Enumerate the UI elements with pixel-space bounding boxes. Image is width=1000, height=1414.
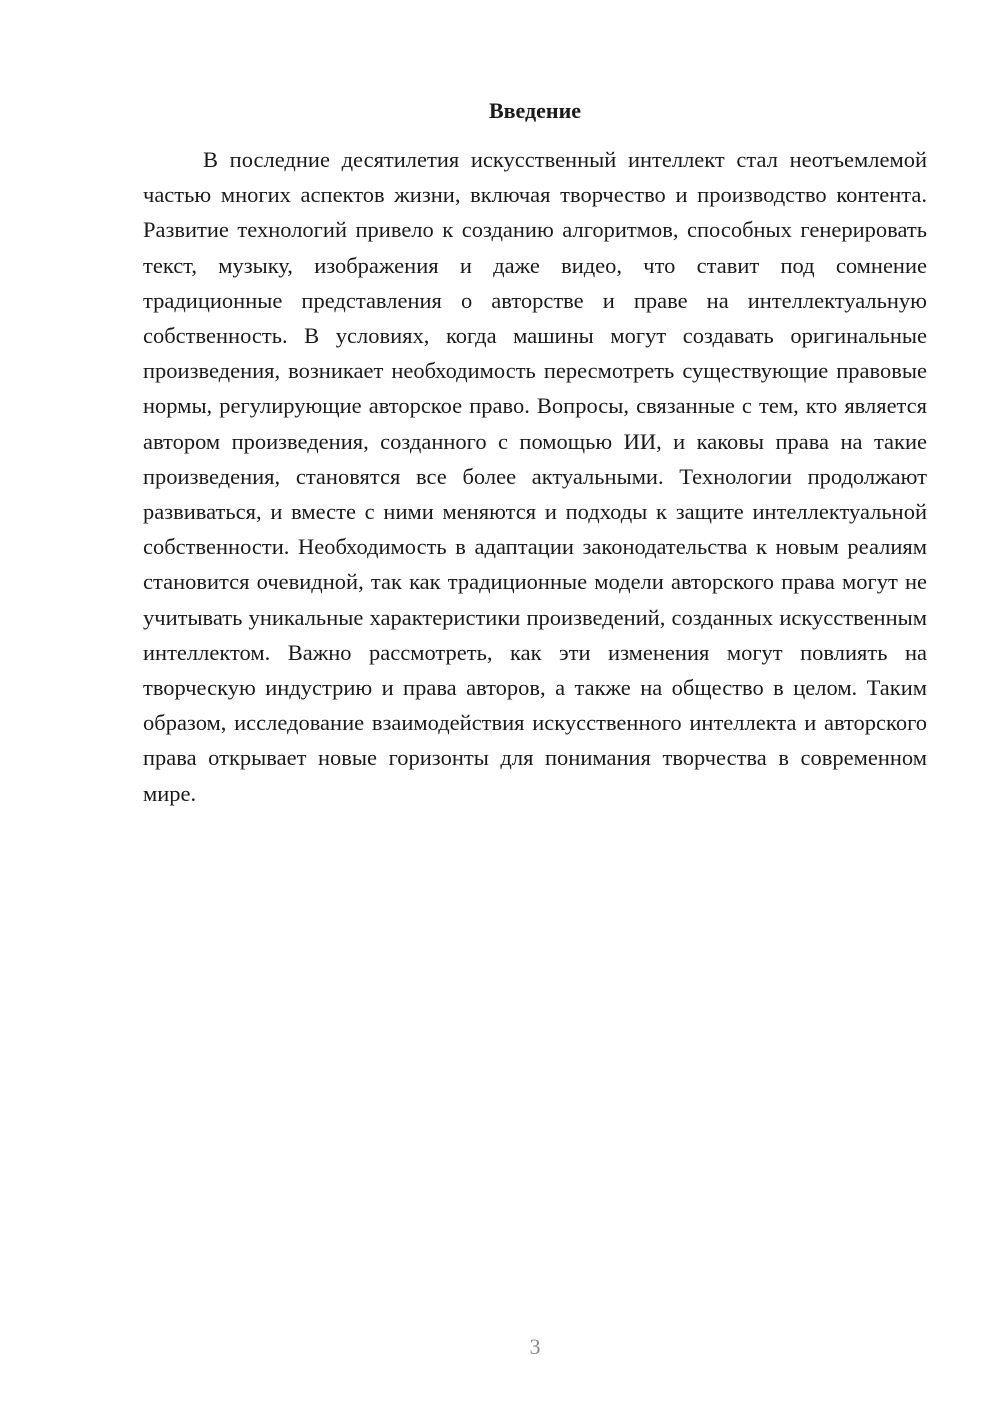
- body-paragraph: В последние десятилетия искусственный интеллект стал неотъемлемой частью многих аспектов жизни, включая творчество и производство контента. Развитие технологий привело к созданию алгоритмов, способных генерировать текст, музыку, изображения и даже видео, что ставит под сомнение традиционные представления о авторстве и праве на интеллектуальную собственность. В условиях, когда машины могут создавать оригинальные произведения, возникает необходимость пересмотреть существующие правовые нормы, регулирующие авторское право. Вопросы, связанные с тем, кто является автором произведения, созданного с помощью ИИ, и каковы права на такие произведения, становятся все более актуальными. Технологии продолжают развиваться, и вместе с ними меняются и подходы к защите интеллектуальной собственности. Необходимость в адаптации законодательства к новым реалиям становится очевидной, так как традиционные модели авторского права могут не учитывать уникальные характеристики произведений, созданных искусственным интеллектом. Важно рассмотреть, как эти изменения могут повлиять на творческую индустрию и права авторов, а также на общество в целом. Таким образом, исследование взаимодействия искусственного интеллекта и авторского права открывает новые горизонты для понимания творчества в современном мире.: [143, 147, 927, 806]
- section-heading: Введение: [488, 98, 582, 123]
- page-number: 3: [529, 1334, 541, 1359]
